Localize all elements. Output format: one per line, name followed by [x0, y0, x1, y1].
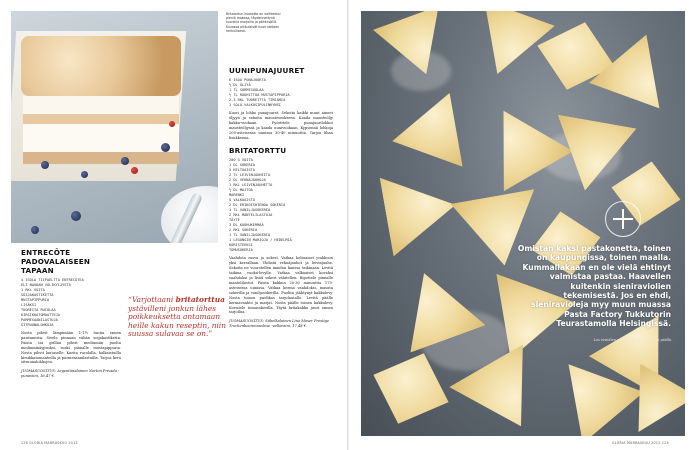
blueberry [31, 226, 39, 234]
ingredient: 1 RKL VOITA [21, 288, 45, 292]
ingredient: 1 TL VANILJASOKERIA [229, 233, 271, 238]
ingredient: 1 TL VANILJASOKERIA [229, 208, 271, 213]
ingredient: 6 ISOA PUNAJUURTA [229, 78, 266, 82]
ingredient: 2 DL VEHNÄJAUHOJA [229, 178, 266, 183]
ingredient: KIRSIKKATOMAATTEJA [21, 313, 60, 317]
folio-right: GLORIA MARRASKUU 2012 129 [612, 441, 669, 445]
cake-photo [11, 11, 218, 243]
ingredient: 4 ISOLA TIIPAELTTA ENTRECÔTEA [21, 278, 84, 282]
ravioli [392, 80, 485, 167]
ingredient: LISÄKSI [21, 303, 37, 307]
britatorttu-method: Vaahdota rasva ja sokeri. Vatkaa keltuaiset joukkoon yksi kerrallaan. Yhdistä vehnäjauhot ja leivinjauhe. Sekoita ne vuorotellen maidon kanssa taikinaan. Levitä taikina vuoka-levylle. Vatkaa valkuaiset kovaksi vaahdoksi ja lisää sokeri vähitellen. Ripottele pinnalle mantelilastut. Paista kakkua 20-30 minuuttia 175-asteisessa uunissa. Vatkaa kerma vaahdoksi, mausta sokerilla ja vaniljasokerilla. Puolita jäähtynyt kakkulevy. Nosta toinen puolikas tarjolautalle. Levitä päälle kermavaahto ja marjat. Nosta päälle toinen kakkulevy. Koristele tomusokerilla. Täytä britakakku juuri ennen tarjoilua. [229, 256, 333, 315]
ingredient: 2 RKL MANTELILASTUJA [229, 213, 273, 218]
ingredient: MARENKI [229, 193, 245, 198]
ingredient: 3 DL KUOHUKERMAA [229, 223, 264, 228]
ingredient: 1 DL SOKERIA [229, 163, 255, 168]
ingredient: 1 SOLO-VALKOSIPULINKYNSI [229, 103, 281, 107]
ingredient: 1 LEGONGIN MARJOJA / HEDELMIÄ [229, 238, 292, 243]
pull-quote: “Varjottaani britatorttua ystävilleni jonkun lähes poikkeuksetta antamaan heille kakun reseptin, niin suussa sulavaa se on.” [128, 295, 227, 339]
ravioli [380, 166, 463, 257]
britatorttu-title: BRITATORTTU [229, 146, 287, 156]
redcurrant [131, 167, 138, 174]
entrecote-recipe [21, 248, 121, 382]
blueberry [71, 211, 81, 221]
ingredient: 2 TL LEIVINJAUHEITA [229, 173, 271, 178]
blueberry [41, 161, 49, 169]
overlay-quote: Omistan kaksi pastakonetta, toinen on kaupungissa, toinen maalla. Kummallakaan en ole vielä ehtinyt valmistaa pastaa. Haavellen kuitenkin sieniraviolien tekemisestä. Jos en ehdi, sieniravioleja myy muun muassa Pasta Factory Tukkutorin Teurastamolla Helsingissä. [517, 244, 671, 329]
ravioli [589, 34, 685, 132]
ingredient: TOMUSOKERIA [229, 248, 253, 253]
ingredient: ½ DL ÖLJYÄ [229, 83, 251, 87]
ingredient: 1 TL SORMISUOLAA [229, 88, 264, 92]
drink-recommendation: JUOMASUOSITUS: Argentiinalainen Norton Privada -punaviini, 16,47 €. [21, 368, 120, 378]
ingredient: 200 G VOITA [229, 158, 253, 163]
ingredient: 1 RKL LEIVINJAUHETTA [229, 183, 273, 188]
ingredient: 5 KELTUAISTA [229, 168, 255, 173]
ingredient: 2 DL ERIKOISHIENOA SOKERIA [229, 203, 286, 208]
cream-layer [23, 96, 179, 114]
ingredient: KORISTEEKSI [229, 243, 253, 248]
ingredient: 2 RKL SOKERIA [229, 228, 258, 233]
page-gutter [347, 0, 349, 450]
sponge-layer [23, 114, 179, 124]
beetroot-title: UUNIPUNAJUURET [229, 66, 305, 75]
ingredient: ½ DL MAITOA [229, 188, 253, 193]
blueberry [81, 171, 88, 178]
photo-credit: Los raviolien ovat kerma-tuorejuuston päällä. [593, 338, 672, 342]
ingredient: 2-3 RKL TUOREITTA TIMJAMIA [229, 98, 286, 102]
ingredient: ELI NAUDAN VÄLIKYLJYSTÄ [21, 283, 71, 287]
ingredient: MUSTAPIPPURIA [21, 298, 50, 302]
redcurrant [169, 121, 175, 127]
folio-left: 128 GLORIA MARRASKUU 2012 [21, 441, 78, 445]
ingredient: SITRUUNALOHKOJA [21, 323, 54, 327]
recipe-title-line2: PADOVALAISEEN TAPAAN [21, 257, 91, 275]
ingredient: TUOREITA RUCOLAA [21, 308, 56, 312]
recipe-column [229, 66, 333, 332]
quote-bold: britatorttua [175, 295, 225, 304]
ingredient: 5 VALKUAISTA [229, 198, 255, 203]
ingredient: ½ TL ROUHITTUA MUSTAPIPPURIA [229, 93, 290, 97]
quote-post: ystävilleni jonkun lähes poikkeuksetta antamaan heille kakun reseptin, niin suussa sulavaa se on. [128, 303, 227, 339]
drink-recommendation: JUOMASUOSITUS: Säbolkalainen Lino Moser Prestige Trockenbeerenauslese -valkoviini, 17,48 €. [229, 318, 330, 328]
ingredient: PARMESAANILASTUJA [21, 318, 58, 322]
recipe-method: Nosta pihvit lämpimään 1-1½ tuntia ennen paistamista. Sivele pinnaan vähän soijakastiketta. Paista tai grillaa pihvit mediumiin puolta mediummäypsuksi, ruski pinnalle mustapippuria. Nosta pihvit lautaselle. Kurita rucolalla, halkaistuilla kirsikkatomaateilla ja parmesaanilastuilla. Tarjoa kera sitruunalohkojen. [21, 331, 121, 365]
cream-layer-lower [23, 124, 179, 152]
plus-icon [605, 201, 641, 237]
beetroot-method: Kuori ja lohko punajuuret. Sekoita kaikki muut aineet öljyyn ja sekoita mausteseokseen. Kaada mausteöljy kakku-vuokaan. Pyörittele punajuurilohkot mausteöljyssä ja kaada uunivuokaan. Kypsennä lohkoja 200-asteisessa uunissa 30-40 minuuttia. Tarjoa lihan lisukkeena. [229, 111, 333, 140]
quote-pre: Varjottaani [131, 295, 176, 304]
ingredient: TÄYTE [229, 218, 240, 223]
meringue-top [21, 36, 181, 96]
blueberry [121, 157, 129, 165]
recipe-title: ENTRECÔTE [21, 248, 71, 257]
ingredient: SOIJAKASTIKETTA [21, 293, 54, 297]
photo-caption: Britatortun kuoketta on vaihteeksi pieniä makeaa, täydennettynä tuoreilla marjoilla ja pähkinöillä. Kuvassa pikkuleivät kuorrutetaan herkullisesti. [226, 12, 281, 33]
blueberry [161, 143, 170, 152]
